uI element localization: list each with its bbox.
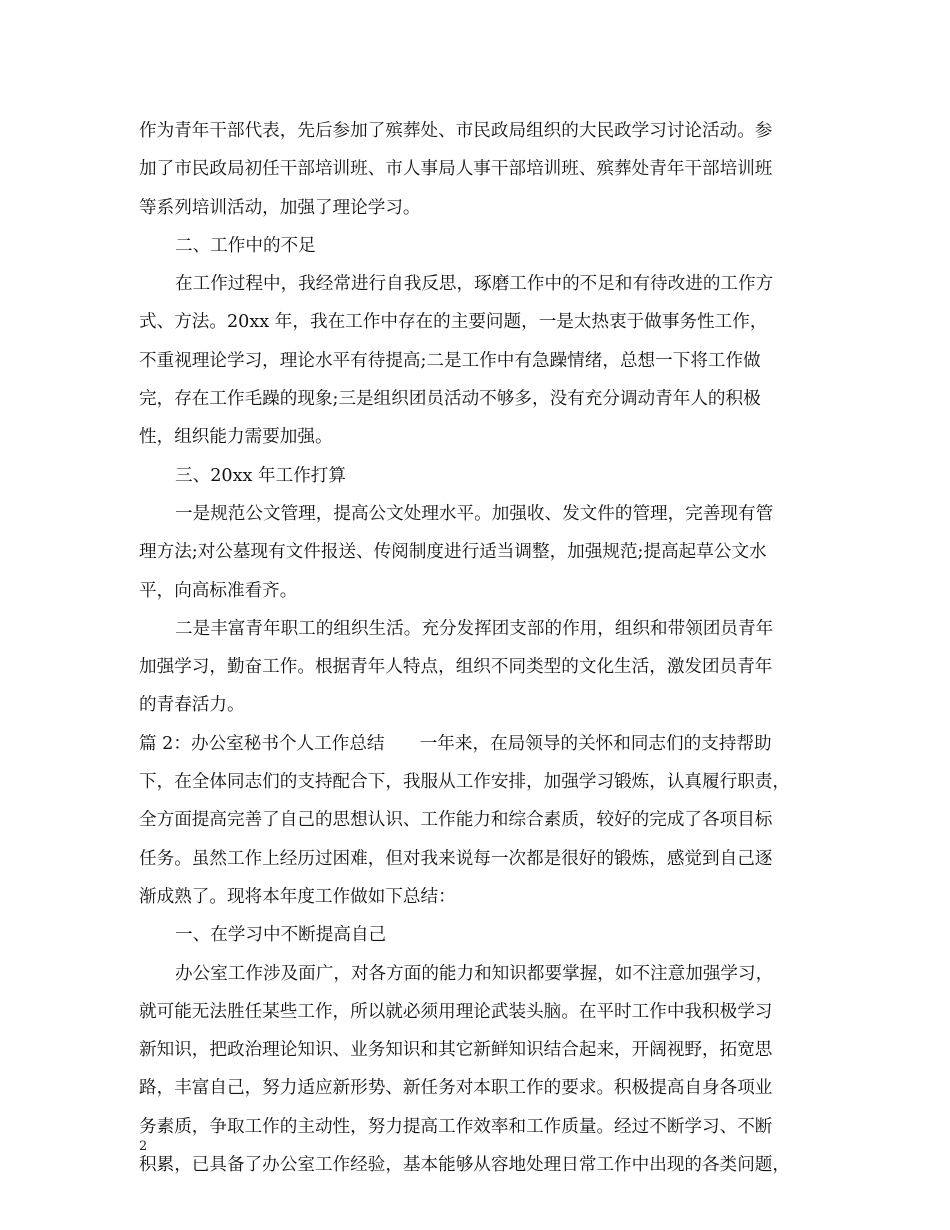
text-line: 全方面提高完善了自己的思想认识、工作能力和综合素质，较好的完成了各项目标 — [139, 810, 773, 831]
text-line: 在工作过程中，我经常进行自我反思，琢磨工作中的不足和有待改进的工作方 — [175, 274, 774, 295]
section-heading: 二、工作中的不足 — [175, 235, 316, 256]
page-number: 2 — [139, 1139, 148, 1154]
text-line: 下，在全体同志们的支持配合下，我服从工作安排，加强学习锻炼，认真履行职责， — [139, 772, 790, 793]
text-line: 不重视理论学习，理论水平有待提高;二是工作中有急躁情绪，总想一下将工作做 — [139, 350, 761, 371]
text-line: 理方法;对公墓现有文件报送、传阅制度进行适当调整，加强规范;提高起草公文水 — [139, 542, 767, 563]
text-line: 就可能无法胜任某些工作，所以就必须用理论武装头脑。在平时工作中我积极学习 — [139, 1001, 773, 1022]
section-heading: 三、20xx 年工作打算 — [175, 465, 346, 486]
text-line: 完，存在工作毛躁的现象;三是组织团员活动不够多，没有充分调动青年人的积极 — [139, 389, 761, 410]
text-line: 积累，已具备了办公室工作经验，基本能够从容地处理日常工作中出现的各类问题， — [139, 1155, 790, 1176]
article-title-line: 篇 2：办公室秘书个人工作总结 一年来，在局领导的关怀和同志们的支持帮助 — [139, 733, 772, 754]
text-line: 平，向高标准看齐。 — [139, 580, 298, 601]
text-line: 式、方法。20xx 年，我在工作中存在的主要问题，一是太热衷于做事务性工作， — [139, 312, 768, 333]
text-line: 等系列培训活动，加强了理论学习。 — [139, 197, 421, 218]
text-line: 加了市民政局初任干部培训班、市人事局人事干部培训班、殡葬处青年干部培训班 — [139, 159, 773, 180]
section-heading: 一、在学习中不断提高自己 — [175, 925, 387, 946]
text-line: 加强学习，勤奋工作。根据青年人特点，组织不同类型的文化生活，激发团员青年 — [139, 657, 773, 678]
text-line: 二是丰富青年职工的组织生活。充分发挥团支部的作用，组织和带领团员青年 — [175, 618, 774, 639]
text-line: 的青春活力。 — [139, 695, 245, 716]
text-line: 性，组织能力需要加强。 — [139, 427, 333, 448]
text-line: 一是规范公文管理，提高公文处理水平。加强收、发文件的管理，完善现有管 — [175, 503, 774, 524]
text-line: 务素质，争取工作的主动性，努力提高工作效率和工作质量。经过不断学习、不断 — [139, 1116, 773, 1137]
text-line: 渐成熟了。现将本年度工作做如下总结： — [139, 886, 456, 907]
text-line: 新知识，把政治理论知识、业务知识和其它新鲜知识结合起来，开阔视野，拓宽思 — [139, 1040, 773, 1061]
text-line: 办公室工作涉及面广，对各方面的能力和知识都要掌握，如不注意加强学习， — [175, 963, 774, 984]
text-line: 路，丰富自己，努力适应新形势、新任务对本职工作的要求。积极提高自身各项业 — [139, 1078, 773, 1099]
text-line: 任务。虽然工作上经历过困难，但对我来说每一次都是很好的锻炼，感觉到自己逐 — [139, 848, 773, 869]
text-line: 作为青年干部代表，先后参加了殡葬处、市民政局组织的大民政学习讨论活动。参 — [139, 121, 773, 141]
document-body — [139, 112, 829, 1184]
